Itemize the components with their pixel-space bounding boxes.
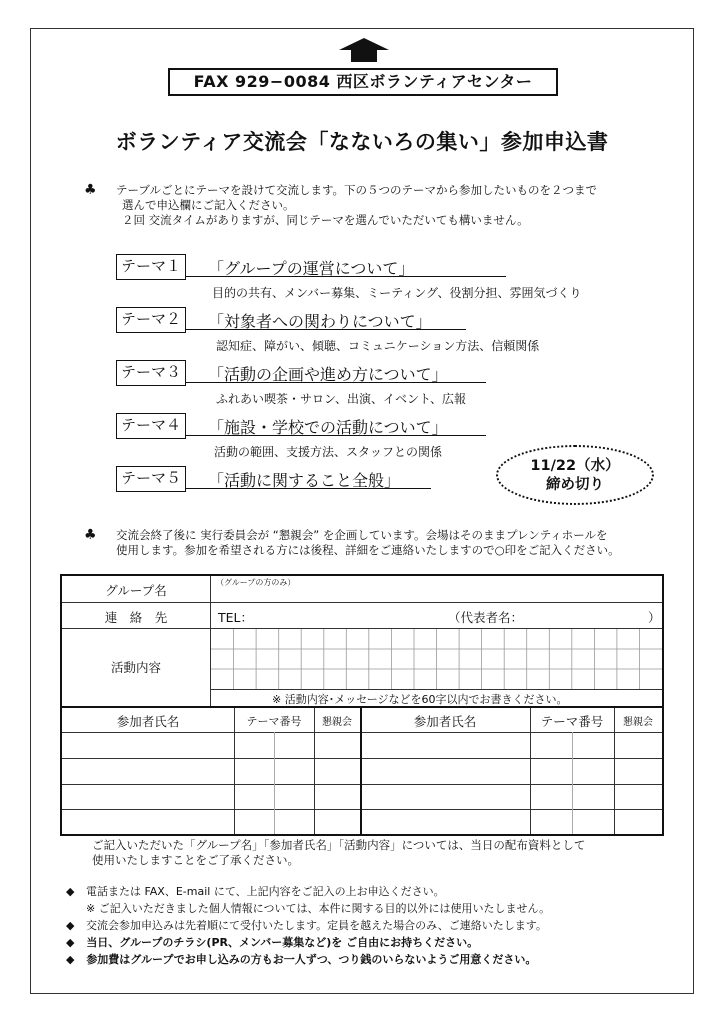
tel-field[interactable] — [252, 603, 442, 627]
tel-label: TEL： — [218, 610, 253, 625]
activity-grid[interactable] — [211, 629, 662, 689]
col-header-theme: テーマ番号 — [540, 714, 604, 729]
theme-label: テーマ３ — [116, 360, 186, 386]
theme-underline — [186, 488, 431, 489]
info-form — [60, 574, 664, 708]
rep-label: （代表者名： — [448, 610, 524, 625]
theme-desc-4: 活動の範囲、支援方法、スタッフとの関係 — [214, 445, 443, 459]
note-4 — [66, 935, 478, 950]
deadline-label: 締め切り — [546, 477, 604, 493]
theme-underline — [186, 329, 466, 330]
club-icon: ♣ — [84, 527, 97, 543]
note-text: 参加費はグループでお申し込みの方もお一人ずつ、つり銭のいらないようご用意ください。 — [86, 953, 537, 966]
theme-desc-1: 目的の共有、メンバー募集、ミーティング、役割分担、雰囲気づくり — [212, 286, 582, 300]
consent-line-2: 使用いたしますことをご了承ください。 — [92, 853, 299, 867]
col-header-name: 参加者氏名 — [413, 714, 477, 729]
rep-close: ） — [648, 610, 661, 625]
theme-label: テーマ５ — [116, 466, 186, 492]
note-text: 当日、グループのチラシ(PR、メンバー募集など)を ご自由にお持ちください。 — [86, 936, 479, 949]
theme-label: テーマ４ — [116, 413, 186, 439]
up-arrow-icon — [339, 38, 389, 62]
participants-table — [60, 708, 664, 836]
activity-label: 活動内容 — [110, 660, 161, 675]
col-header-theme: テーマ番号 — [246, 715, 302, 728]
rep-name-field[interactable] — [522, 603, 642, 627]
theme-underline — [186, 435, 486, 436]
note-2 — [86, 901, 550, 916]
intro-line-3: ２回 交流タイムがありますが、同じテーマを選んでいただいても構いません。 — [122, 213, 529, 227]
consent-line-1: ご記入いただいた「グループ名」「参加者氏名」「活動内容」については、当日の配布資料として — [92, 838, 586, 852]
theme-label: テーマ２ — [116, 307, 186, 333]
contact-label: 連 絡 先 — [104, 610, 168, 625]
party-line-2: 使用します。参加を希望される方には後程、詳細をご連絡いたしますので○印をご記入ください。 — [116, 543, 620, 557]
theme-desc-2: 認知症、障がい、傾聴、コミュニケーション方法、信頼関係 — [216, 339, 540, 353]
col-divider — [572, 732, 573, 834]
consent-text — [92, 838, 692, 868]
theme-title: 「活動の企画や進め方について」 — [208, 365, 448, 384]
theme-title: 「グループの運営について」 — [208, 259, 415, 278]
intro-line-1: テーブルごとにテーマを設けて交流します。下の５つのテーマから参加したいものを２つまで — [116, 183, 598, 197]
row-divider — [211, 689, 662, 690]
group-name-hint: （グループの方のみ） — [216, 578, 296, 587]
theme-desc-3: ふれあい喫茶・サロン、出演、イベント、広報 — [216, 392, 466, 406]
note-1 — [66, 884, 445, 899]
club-icon: ♣ — [84, 182, 97, 198]
theme-underline — [186, 276, 506, 277]
diamond-icon: ◆ — [66, 953, 75, 966]
fax-header: FAX 929−0084 西区ボランティアセンター — [168, 68, 558, 96]
col-header-name: 参加者氏名 — [116, 714, 180, 729]
intro-text — [116, 183, 676, 228]
theme-underline — [186, 382, 486, 383]
diamond-icon: ◆ — [66, 885, 75, 898]
col-divider — [274, 732, 275, 834]
activity-note: ※ 活動内容･メッセージなどを60字以内でお書きください。 — [272, 693, 568, 706]
note-text: ※ ご記入いただきました個人情報については、本件に関する目的以外には使用いたしません。 — [86, 902, 551, 915]
theme-title: 「対象者への関わりについて」 — [208, 312, 432, 331]
note-text: 電話または FAX、E-mail にて、上記内容をご記入の上お申込ください。 — [85, 885, 445, 898]
diamond-icon: ◆ — [66, 919, 75, 932]
deadline-badge — [496, 445, 654, 505]
col-header-party: 懇親会 — [623, 717, 653, 728]
group-name-field[interactable] — [211, 576, 662, 602]
theme-title: 「施設・学校での活動について」 — [208, 418, 448, 437]
intro-line-2: 選んで申込欄にご記入ください。 — [122, 198, 295, 212]
page-title: ボランティア交流会「なないろの集い」参加申込書 — [115, 130, 609, 154]
group-name-label: グループ名 — [105, 583, 167, 598]
note-text: 交流会参加申込みは先着順にて受付いたします。定員を越えた場合のみ、ご連絡いたします。 — [85, 919, 547, 932]
col-header-party: 懇親会 — [322, 717, 352, 728]
party-line-1: 交流会終了後に 実行委員会が “懇親会” を企画しています。会場はそのままプレンティホールを — [116, 528, 608, 542]
theme-label: テーマ１ — [116, 254, 186, 280]
diamond-icon: ◆ — [66, 936, 75, 949]
note-3 — [66, 918, 547, 933]
party-text — [116, 528, 686, 558]
note-5 — [66, 952, 536, 967]
deadline-date: 11/22（水） — [530, 458, 620, 474]
theme-title: 「活動に関すること全般」 — [208, 471, 401, 490]
